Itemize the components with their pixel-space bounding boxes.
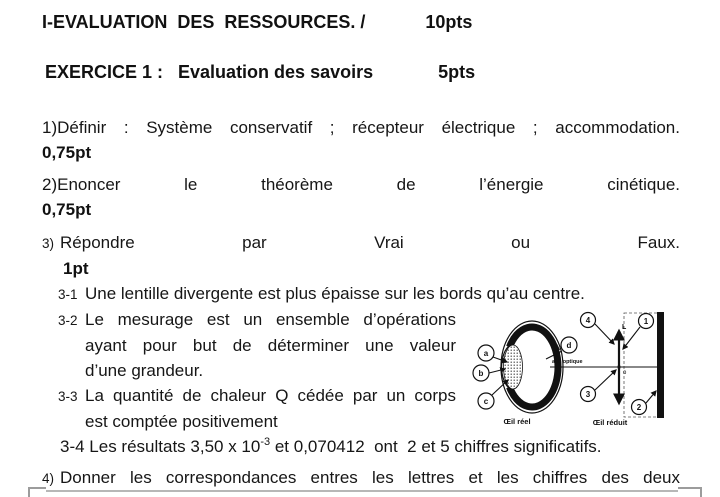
superscript-exponent: -3 xyxy=(260,436,271,448)
question-3-text: Répondre par Vrai ou Faux. xyxy=(60,233,680,252)
label-2-arrow xyxy=(646,391,656,403)
label-4-arrow xyxy=(595,324,614,344)
label-a: a xyxy=(483,349,489,358)
question-1 xyxy=(42,115,680,165)
question-1-points: 0,75pt xyxy=(42,143,92,162)
label-b: b xyxy=(478,369,484,378)
question-3-1-text: Une lentille divergente est plus épaisse sur les bords qu’au centre. xyxy=(85,284,585,303)
question-3-2-line2: ayant pour but de déterminer une valeur xyxy=(85,336,456,355)
question-3-2-number: 3-2 xyxy=(58,313,78,328)
question-3-text-line xyxy=(42,230,680,256)
lens-shape xyxy=(504,345,523,389)
question-3-2-line1: Le mesurage est un ensemble d’opérations xyxy=(85,310,456,329)
question-4-text: Donner les correspondances entres les lettres et les chiffres des deux xyxy=(60,468,680,487)
question-3-4-text-start: 3-4 Les résultats 3,50 x 10 xyxy=(60,437,261,456)
real-eye-diagram xyxy=(473,321,577,426)
eye-diagrams-figure xyxy=(462,307,680,429)
lens-label: L xyxy=(622,324,627,331)
question-1-text: 1)Définir : Système conservatif ; récepteur électrique ; accommodation. xyxy=(42,118,680,137)
table-corner-left-top xyxy=(28,487,46,489)
reduced-eye-caption: Œil réduit xyxy=(592,418,628,427)
question-3-1 xyxy=(58,281,680,307)
section-heading: I-EVALUATION DES RESSOURCES. / 10pts xyxy=(42,12,473,32)
question-3 xyxy=(42,230,680,281)
question-2-points: 0,75pt xyxy=(42,200,92,219)
question-4-number: 4) xyxy=(42,471,55,486)
question-3-1-number: 3-1 xyxy=(58,287,78,302)
table-corner-left-side xyxy=(28,487,30,497)
question-2 xyxy=(42,172,680,222)
label-d: d xyxy=(566,341,572,350)
table-corner-right-side xyxy=(700,487,702,497)
question-4 xyxy=(42,465,680,491)
reduced-eye-diagram xyxy=(550,312,664,427)
label-1: 1 xyxy=(643,317,649,326)
question-3-4 xyxy=(60,434,680,462)
label-c: c xyxy=(483,397,489,406)
real-eye-caption: Œil réel xyxy=(503,417,531,426)
question-3-2-line3: d’une grandeur. xyxy=(85,361,204,380)
question-3-3-line2: est comptée positivement xyxy=(85,412,278,431)
optical-axis-label: axe optique xyxy=(552,359,583,365)
eye-diagrams-svg xyxy=(462,307,680,429)
label-2: 2 xyxy=(636,403,642,412)
table-corner-right-top xyxy=(678,487,702,489)
table-top-border xyxy=(46,490,678,492)
wrap-block xyxy=(58,307,680,434)
exam-document-page xyxy=(0,10,720,491)
label-3: 3 xyxy=(585,390,591,399)
retina-bar xyxy=(657,312,664,418)
label-3-arrow xyxy=(595,370,616,390)
question-3-3-line1: La quantité de chaleur Q cédée par un corps xyxy=(85,386,456,405)
exercise-heading: EXERCICE 1 : Evaluation des savoirs 5pts xyxy=(45,62,476,82)
question-3-4-text-end: et 0,070412 ont 2 et 5 chiffres significatifs. xyxy=(270,437,602,456)
optical-center-label: o xyxy=(623,370,627,376)
question-3-points: 1pt xyxy=(63,259,89,278)
label-4: 4 xyxy=(585,316,591,325)
question-3-number: 3) xyxy=(42,236,55,251)
question-2-text: 2)Enoncer le théorème de l’énergie cinétique. xyxy=(42,175,680,194)
question-3-3-number: 3-3 xyxy=(58,389,78,404)
